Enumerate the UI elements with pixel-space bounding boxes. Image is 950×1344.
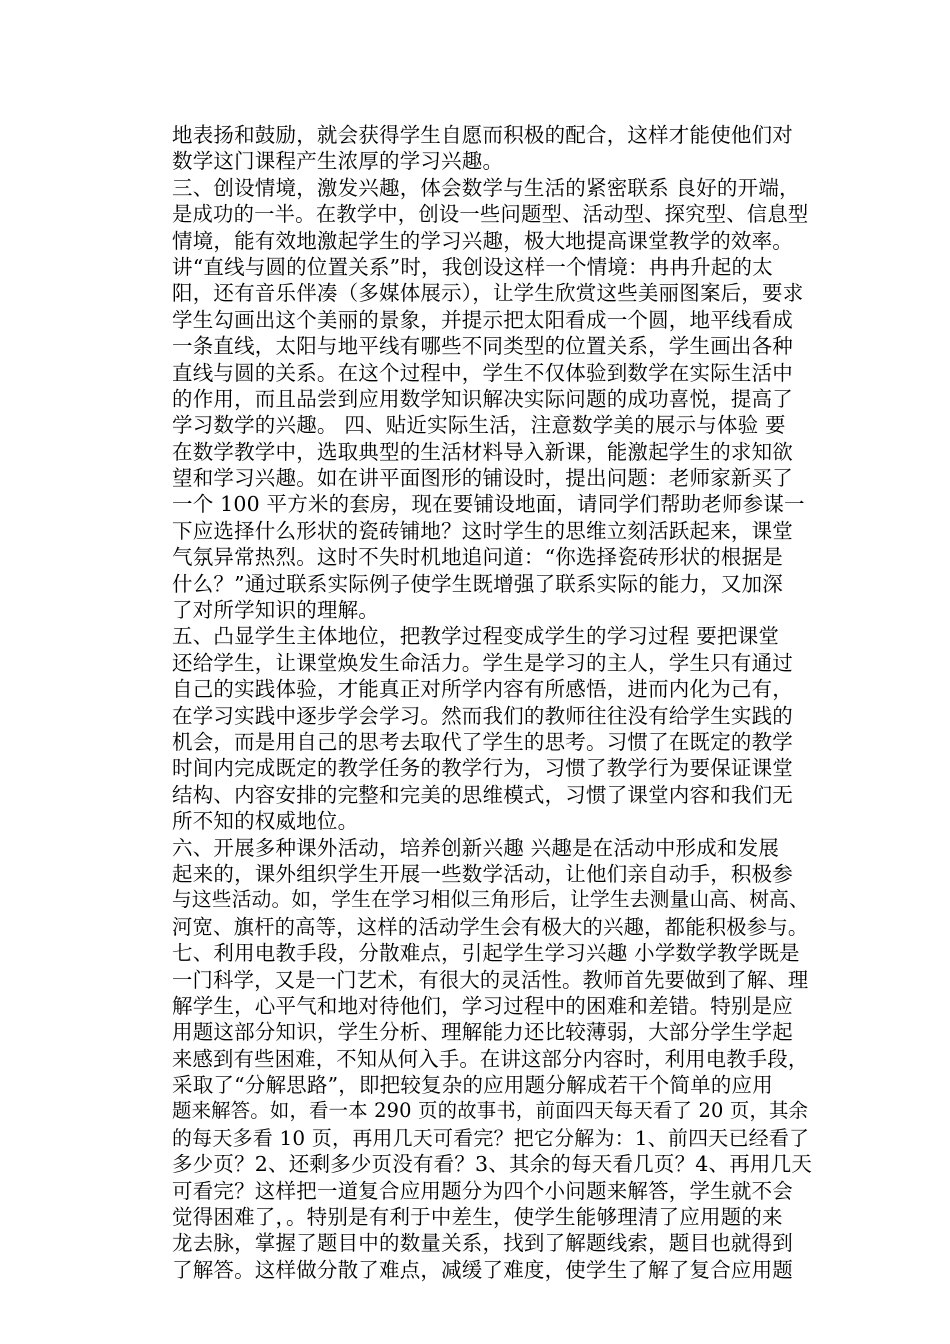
text-line: 河宽、旗杆的高等，这样的活动学生会有极大的兴趣，都能积极参与。 <box>172 914 809 939</box>
text-line: 解学生，心平气和地对待他们，学习过程中的困难和差错。特别是应 <box>172 993 793 1018</box>
section-heading-line: 七、利用电教手段，分散难点，引起学生学习兴趣 小学数学教学既是 <box>172 941 800 966</box>
text-line: 起来的，课外组织学生开展一些数学活动，让他们亲自动手，积极参 <box>172 861 793 886</box>
section-heading-line: 五、凸显学生主体地位，把教学过程变成学生的学习过程 要把课堂 <box>172 624 780 649</box>
text-line: 机会，而是用自己的思考去取代了学生的思考。习惯了在既定的教学 <box>172 729 793 754</box>
text-line: 自己的实践体验，才能真正对所学内容有所感悟，进而内化为己有， <box>172 677 793 702</box>
text-line: 了对所学知识的理解。 <box>172 598 379 623</box>
text-line: 望和学习兴趣。如在讲平面图形的铺设时，提出问题：老师家新买了 <box>172 466 793 491</box>
text-line: 结构、内容安排的完整和完美的思维模式，习惯了课堂内容和我们无 <box>172 782 793 807</box>
text-line: 气氛异常热烈。这时不失时机地追问道：“你选择瓷砖形状的根据是 <box>172 545 783 570</box>
text-line: 了解答。这样做分散了难点，减缓了难度，使学生了解了复合应用题 <box>172 1257 793 1282</box>
text-line: 龙去脉，掌握了题目中的数量关系，找到了解题线索，题目也就得到 <box>172 1231 793 1256</box>
section-heading-line: 学习数学的兴趣。 四、贴近实际生活，注意数学美的展示与体验 要 <box>172 413 786 438</box>
text-line: 时间内完成既定的教学任务的教学行为，习惯了教学行为要保证课堂 <box>172 756 793 781</box>
text-line: 采取了“分解思路”，即把较复杂的应用题分解成若干个简单的应用 <box>172 1073 773 1098</box>
text-line: 情境，能有效地激起学生的学习兴趣，极大地提高课堂教学的效率。 <box>172 228 793 253</box>
text-line: 多少页？2、还剩多少页没有看？3、其余的每天看几页？4、再用几天 <box>172 1152 813 1177</box>
text-line: 在学习实践中逐步学会学习。然而我们的教师往往没有给学生实践的 <box>172 703 793 728</box>
text-line: 什么？”通过联系实际例子使学生既增强了联系实际的能力，又加深 <box>172 571 783 596</box>
text-line: 讲“直线与圆的位置关系”时，我创设这样一个情境：冉冉升起的太 <box>172 254 773 279</box>
section-heading-line: 三、创设情境，激发兴趣，体会数学与生活的紧密联系 良好的开端， <box>172 175 800 200</box>
text-line: 所不知的权威地位。 <box>172 809 359 834</box>
text-line: 一条直线，太阳与地平线有哪些不同类型的位置关系，学生画出各种 <box>172 334 793 359</box>
text-line: 用题这部分知识，学生分析、理解能力还比较薄弱，大部分学生学起 <box>172 1020 793 1045</box>
text-line: 数学这门课程产生浓厚的学习兴趣。 <box>172 149 504 174</box>
text-line: 下应选择什么形状的瓷砖铺地？这时学生的思维立刻活跃起来，课堂 <box>172 518 793 543</box>
text-line: 来感到有些困难，不知从何入手。在讲这部分内容时，利用电教手段， <box>172 1046 809 1071</box>
text-line: 题来解答。如，看一本 290 页的故事书，前面四天每天看了 20 页，其余 <box>172 1099 809 1123</box>
text-line: 学生勾画出这个美丽的景象，并提示把太阳看成一个圆，地平线看成 <box>172 307 793 332</box>
body-text <box>172 122 812 1283</box>
text-line: 的作用，而且品尝到应用数学知识解决实际问题的成功喜悦，提高了 <box>172 386 793 411</box>
text-line: 一门科学，又是一门艺术，有很大的灵活性。教师首先要做到了解、理 <box>172 967 809 992</box>
section-heading-line: 六、开展多种课外活动，培养创新兴趣 兴趣是在活动中形成和发展 <box>172 835 780 860</box>
text-line: 直线与圆的关系。在这个过程中，学生不仅体验到数学在实际生活中 <box>172 360 793 385</box>
text-line: 在数学教学中，选取典型的生活材料导入新课，能激起学生的求知欲 <box>172 439 793 464</box>
text-line: 是成功的一半。在教学中，创设一些问题型、活动型、探究型、信息型 <box>172 202 809 227</box>
text-line: 与这些活动。如，学生在学习相似三角形后，让学生去测量山高、树高、 <box>172 888 809 912</box>
text-line: 的每天多看 10 页，再用几天可看完？把它分解为：1、前四天已经看了 <box>172 1125 810 1150</box>
text-line: 觉得困难了，。特别是有利于中差生，使学生能够理清了应用题的来 <box>172 1205 783 1230</box>
text-line: 可看完？这样把一道复合应用题分为四个小问题来解答，学生就不会 <box>172 1178 793 1203</box>
text-line: 还给学生，让课堂焕发生命活力。学生是学习的主人，学生只有通过 <box>172 650 793 675</box>
text-line: 阳，还有音乐伴凑（多媒体展示），让学生欣赏这些美丽图案后，要求 <box>172 281 804 306</box>
text-line: 一个 100 平方米的套房，现在要铺设地面，请同学们帮助老师参谋一 <box>172 492 805 517</box>
text-line: 地表扬和鼓励，就会获得学生自愿而积极的配合，这样才能使他们对 <box>172 123 793 147</box>
